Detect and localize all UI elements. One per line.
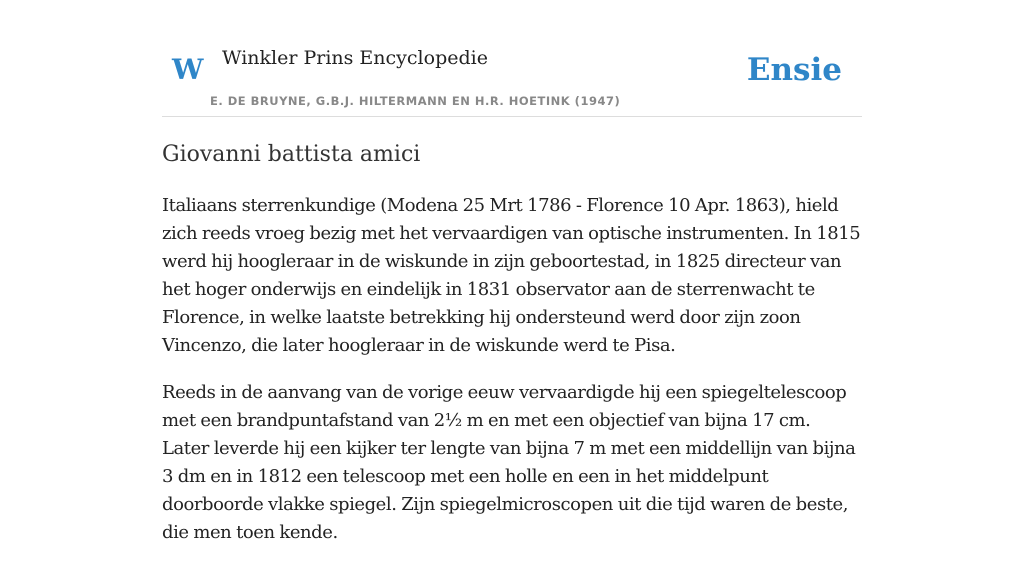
source-title-link[interactable]: Winkler Prins Encyclopedie (222, 47, 488, 69)
ensie-logo[interactable]: Ensie (746, 52, 842, 88)
page (162, 0, 862, 543)
article-body (162, 192, 862, 566)
source-logo-icon[interactable]: W (172, 53, 204, 86)
source-authors: E. DE BRUYNE, G.B.J. HILTERMANN EN H.R. HOETINK (1947) (210, 94, 621, 108)
article-paragraph: Italiaans sterrenkundige (Modena 25 Mrt 1786 - Florence 10 Apr. 1863), hield zich reeds vroeg bezig met het vervaardigen van optische instrumenten. In 1815 werd hij hoogleraar in de wiskunde in zijn geboortestad, in 1825 directeur van het hoger onderwijs en eindelijk in 1831 observator aan de sterrenwacht te Florence, in welke laatste betrekking hij ondersteund werd door zijn zoon Vincenzo, die later hoogleraar in de wiskunde werd te Pisa. (162, 195, 861, 356)
article-paragraph: Reeds in de aanvang van de vorige eeuw vervaardigde hij een spiegeltelescoop met een brandpuntafstand van 2½ m en met een objectief van bijna 17 cm. Later leverde hij een kijker ter lengte van bijna 7 m met een middellijn van bijna 3 dm en in 1812 een telescoop met een holle en een in het middelpunt doorboorde vlakke spiegel. Zijn spiegelmicroscopen uit die tijd waren de beste, die men toen kende. (162, 382, 856, 543)
article-title: Giovanni battista amici (162, 142, 421, 167)
source-header (162, 0, 862, 117)
